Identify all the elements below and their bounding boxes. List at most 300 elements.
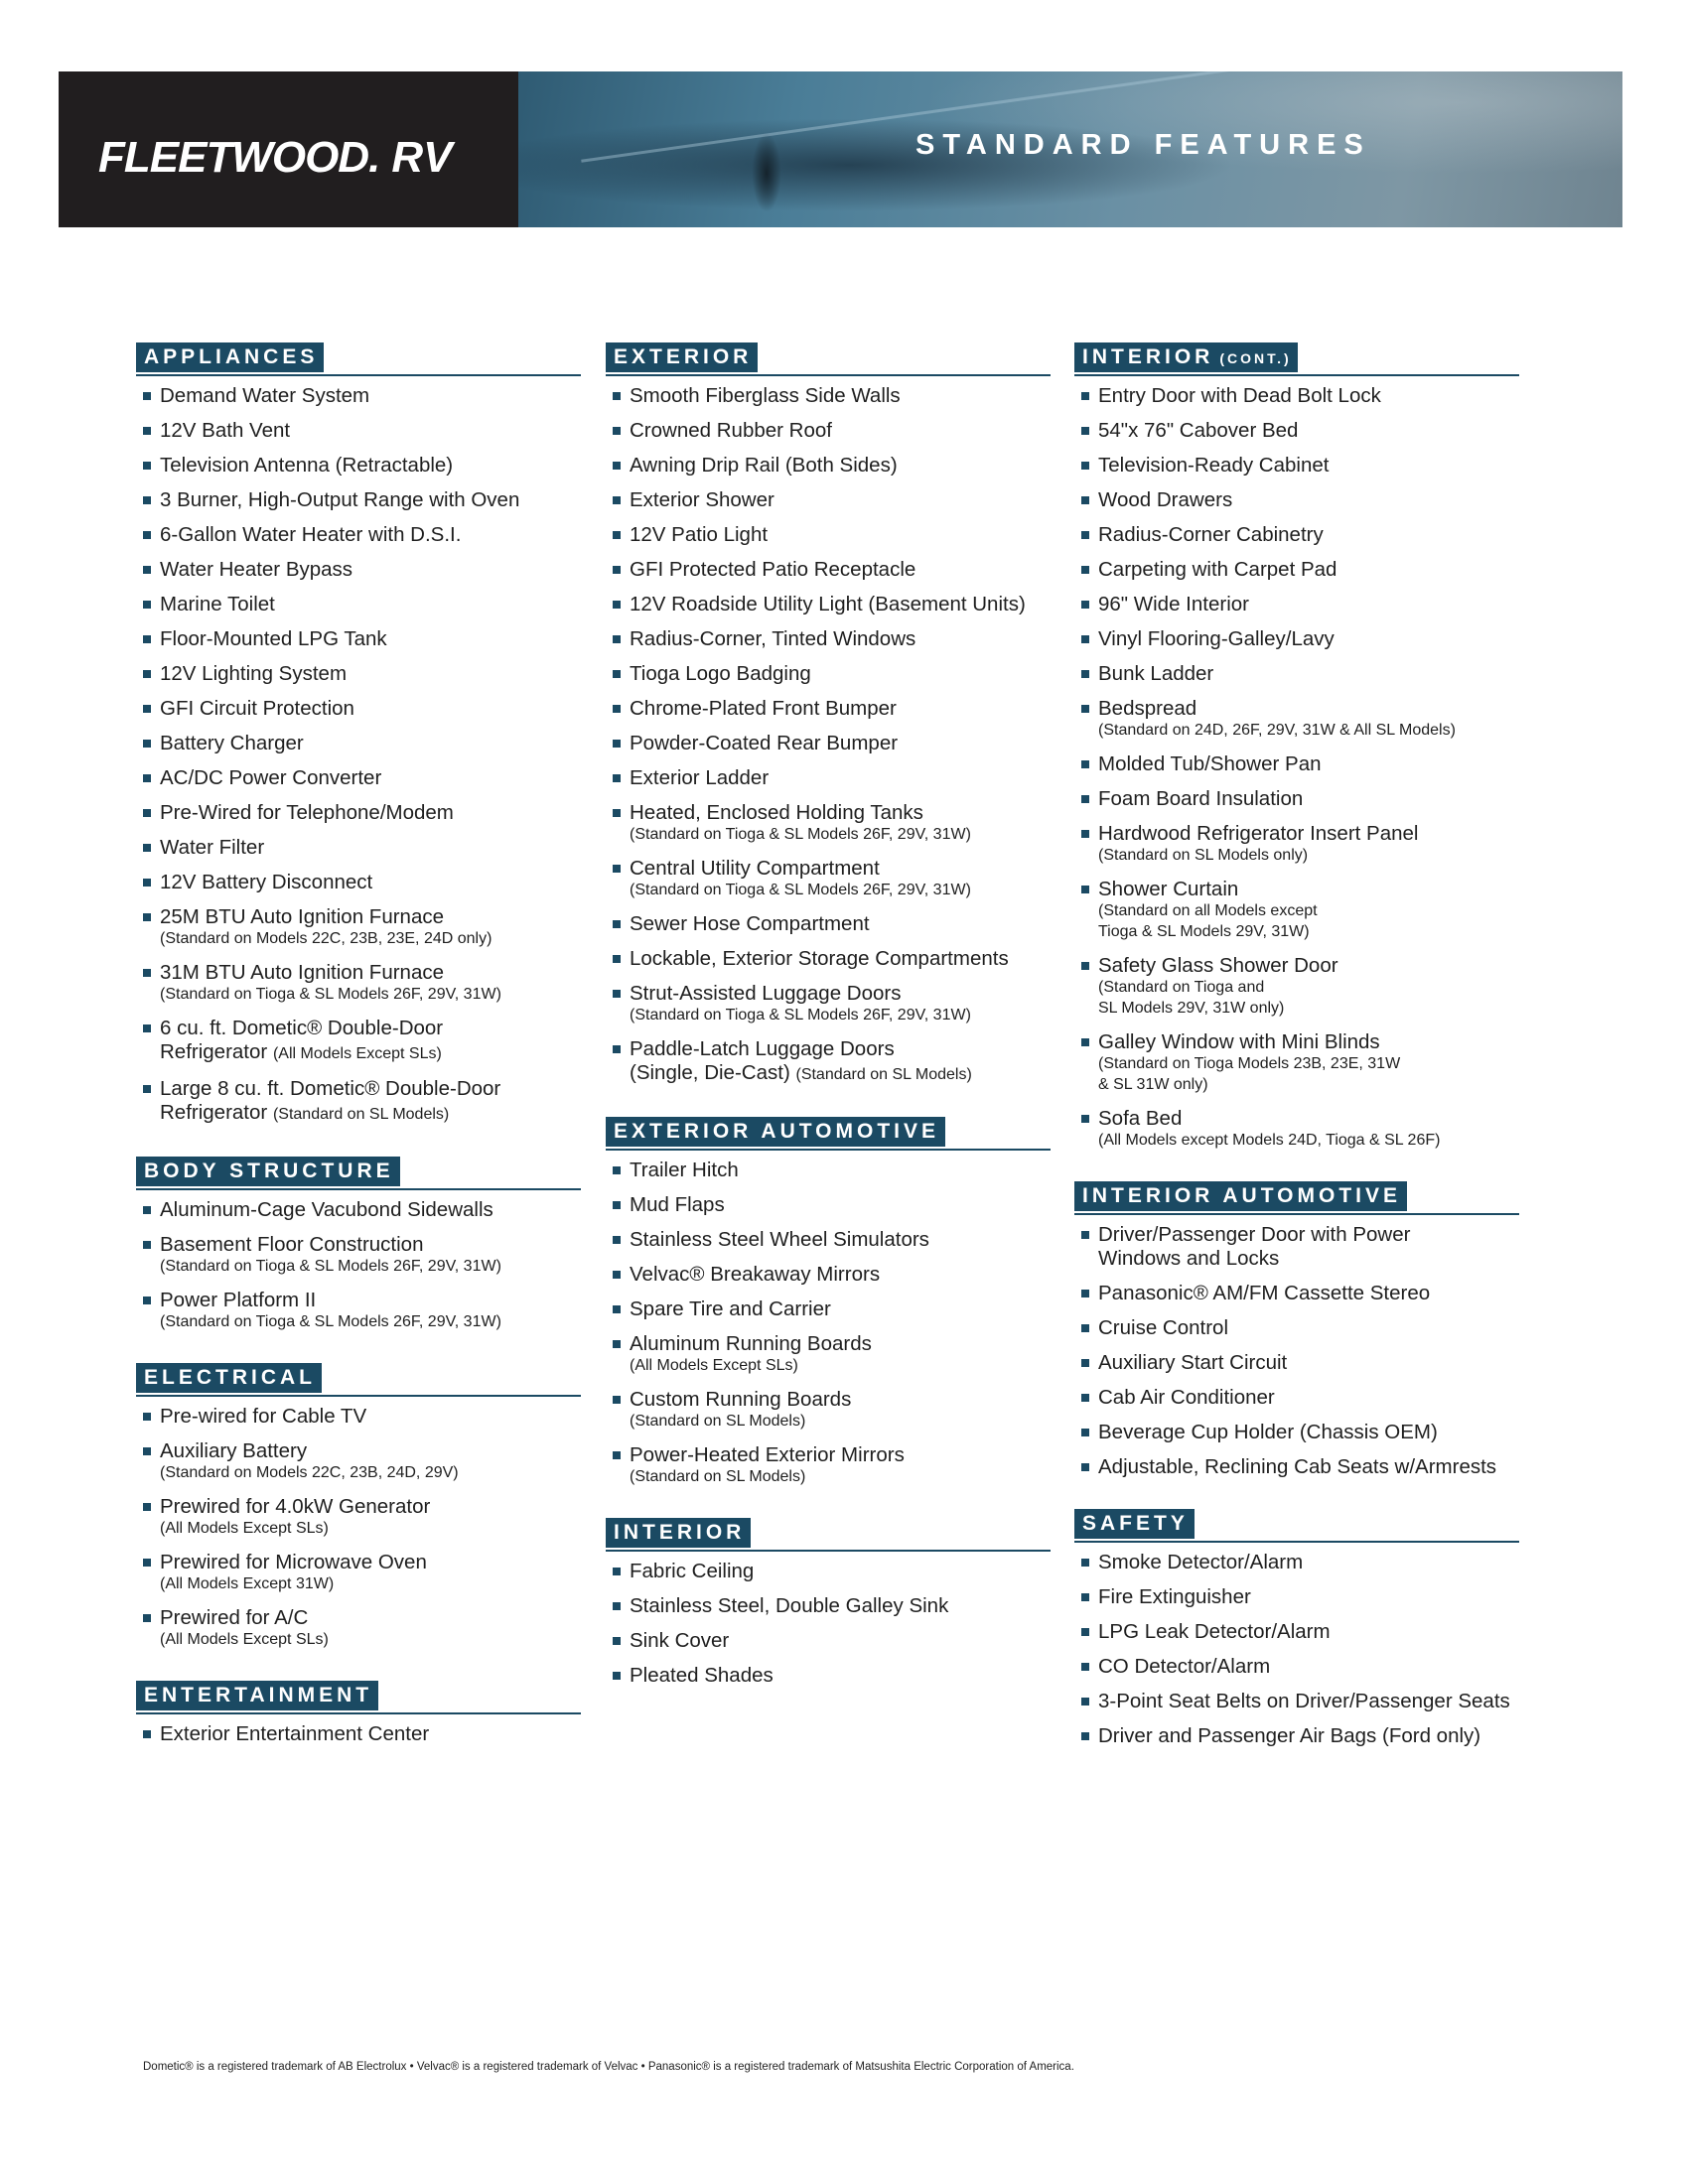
list-item <box>606 488 1051 512</box>
list-item <box>136 662 581 686</box>
item-label <box>160 1289 581 1312</box>
list-item <box>1074 1655 1519 1679</box>
item-label-text: Fire Extinguisher <box>1098 1585 1251 1608</box>
list-item <box>606 419 1051 443</box>
item-label <box>630 801 1051 825</box>
bullet-icon <box>1081 427 1089 435</box>
bullet-icon <box>1081 1394 1089 1402</box>
bullet-icon <box>613 531 621 539</box>
list-item <box>136 836 581 860</box>
list-item <box>136 801 581 825</box>
list-item <box>136 961 581 1006</box>
item-label <box>160 662 581 686</box>
item-label-text: Power-Heated Exterior Mirrors <box>630 1443 905 1466</box>
item-label <box>1098 1620 1519 1644</box>
section-interior-automotive <box>1074 1181 1519 1479</box>
item-label <box>160 905 581 929</box>
item-label-text: Wood Drawers <box>1098 488 1233 511</box>
item-label <box>630 1594 1051 1618</box>
item-label-text: 25M BTU Auto Ignition Furnace <box>160 905 445 928</box>
section-header <box>606 1117 1051 1151</box>
item-label <box>1098 1351 1519 1375</box>
item-label-text: LPG Leak Detector/Alarm <box>1098 1620 1331 1643</box>
item-label-text: 12V Roadside Utility Light (Basement Units) <box>630 593 1026 615</box>
item-label-text-line2: Refrigerator <box>160 1040 268 1063</box>
item-label-text-line2: Refrigerator <box>160 1101 268 1124</box>
bullet-icon <box>143 809 151 817</box>
item-label-text: Velvac® Breakaway Mirrors <box>630 1263 881 1286</box>
item-label-text: 54"x 76" Cabover Bed <box>1098 419 1299 442</box>
section-exterior <box>606 342 1051 1087</box>
list-item <box>1074 627 1519 651</box>
item-label <box>160 697 581 721</box>
bullet-icon <box>143 705 151 713</box>
section-header <box>136 1681 581 1714</box>
item-label <box>160 558 581 582</box>
item-label-text: Power Platform II <box>160 1289 317 1311</box>
feature-list <box>136 1198 581 1333</box>
item-label <box>630 488 1051 512</box>
item-label <box>160 801 581 825</box>
item-label-text: GFI Circuit Protection <box>160 697 354 720</box>
item-label <box>630 857 1051 881</box>
bullet-icon <box>143 1241 151 1249</box>
item-label-text: 12V Bath Vent <box>160 419 291 442</box>
bullet-icon <box>143 1085 151 1093</box>
bullet-icon <box>143 969 151 977</box>
item-note: (Standard on Tioga & SL Models 26F, 29V, 31W) <box>630 1007 971 1024</box>
section-title <box>606 342 758 372</box>
item-label <box>630 1629 1051 1653</box>
item-label-text: Paddle-Latch Luggage Doors <box>630 1037 895 1060</box>
item-label-text: GFI Protected Patio Receptacle <box>630 558 916 581</box>
list-item <box>136 732 581 755</box>
list-item <box>606 947 1051 971</box>
section-title-text: INTERIOR AUTOMOTIVE <box>1082 1184 1402 1207</box>
section-electrical <box>136 1363 581 1651</box>
item-label-text: Marine Toilet <box>160 593 275 615</box>
item-label-text: 12V Lighting System <box>160 662 348 685</box>
section-title <box>1074 1509 1195 1539</box>
item-label-text: Stainless Steel Wheel Simulators <box>630 1228 929 1251</box>
bullet-icon <box>613 392 621 400</box>
item-label-text: Exterior Entertainment Center <box>160 1722 430 1745</box>
bullet-icon <box>1081 566 1089 574</box>
item-label-text: Vinyl Flooring-Galley/Lavy <box>1098 627 1335 650</box>
item-label <box>630 1443 1051 1467</box>
item-note: (Standard on SL Models only) <box>1098 847 1309 864</box>
bullet-icon <box>143 1730 151 1738</box>
bullet-icon <box>613 1340 621 1348</box>
list-item <box>606 766 1051 790</box>
item-label <box>1098 822 1519 846</box>
item-label <box>160 871 581 894</box>
bullet-icon <box>143 392 151 400</box>
item-note: (Standard on SL Models) <box>795 1066 972 1083</box>
bullet-icon <box>613 1672 621 1680</box>
section-header <box>136 342 581 376</box>
bullet-icon <box>1081 1593 1089 1601</box>
item-label <box>160 836 581 860</box>
list-item <box>1074 1351 1519 1375</box>
item-label <box>630 662 1051 686</box>
list-item <box>1074 954 1519 1020</box>
bullet-icon <box>613 427 621 435</box>
bullet-icon <box>143 1503 151 1511</box>
feature-list <box>1074 384 1519 1152</box>
bullet-icon <box>1081 1231 1089 1239</box>
item-label-text: 96" Wide Interior <box>1098 593 1249 615</box>
item-note: (All Models Except SLs) <box>630 1357 798 1374</box>
item-note-line2: & SL 31W only) <box>1098 1076 1208 1093</box>
list-item <box>1074 384 1519 408</box>
list-item <box>1074 787 1519 811</box>
item-label-text: 3-Point Seat Belts on Driver/Passenger Seats <box>1098 1690 1510 1712</box>
bullet-icon <box>143 566 151 574</box>
item-label <box>1098 1107 1519 1131</box>
item-note: (Standard on Tioga & SL Models 26F, 29V, 31W) <box>160 1258 501 1275</box>
list-item <box>606 523 1051 547</box>
item-label <box>630 1388 1051 1412</box>
section-header <box>1074 1181 1519 1215</box>
item-label <box>1098 954 1519 978</box>
bullet-icon <box>1081 462 1089 470</box>
list-item <box>606 857 1051 901</box>
bullet-icon <box>143 427 151 435</box>
item-label <box>1098 1655 1519 1679</box>
feature-list <box>606 1560 1051 1688</box>
item-label-text: Prewired for Microwave Oven <box>160 1551 427 1573</box>
list-item <box>136 1198 581 1222</box>
bullet-icon <box>613 1236 621 1244</box>
section-title <box>136 1157 400 1186</box>
item-label <box>160 523 581 547</box>
item-label <box>630 982 1051 1006</box>
item-label-text: Chrome-Plated Front Bumper <box>630 697 897 720</box>
item-label <box>630 627 1051 651</box>
list-item <box>1074 1585 1519 1609</box>
list-item <box>606 558 1051 582</box>
item-note: (All Models except Models 24D, Tioga & SL 26F) <box>1098 1132 1441 1149</box>
bullet-icon <box>143 1413 151 1421</box>
list-item <box>606 1228 1051 1252</box>
item-label-text: Sewer Hose Compartment <box>630 912 870 935</box>
column-2 <box>606 342 1051 1717</box>
bullet-icon <box>1081 1698 1089 1706</box>
list-item <box>1074 1620 1519 1644</box>
bullet-icon <box>1081 705 1089 713</box>
bullet-icon <box>1081 760 1089 768</box>
bullet-icon <box>143 462 151 470</box>
item-label-text: Adjustable, Reclining Cab Seats w/Armrests <box>1098 1455 1497 1478</box>
item-label <box>630 1332 1051 1356</box>
section-title-text: SAFETY <box>1082 1512 1189 1535</box>
item-label <box>160 1439 581 1463</box>
bullet-icon <box>613 740 621 748</box>
item-label-text: Awning Drip Rail (Both Sides) <box>630 454 898 477</box>
bullet-icon <box>613 496 621 504</box>
list-item <box>606 384 1051 408</box>
bullet-icon <box>613 1637 621 1645</box>
feature-list <box>606 384 1051 1087</box>
list-item <box>136 1551 581 1595</box>
bullet-icon <box>1081 795 1089 803</box>
item-note: (Standard on SL Models) <box>272 1106 450 1123</box>
item-label-text: Carpeting with Carpet Pad <box>1098 558 1337 581</box>
logo-wordmark: FLEETWOOD. <box>98 133 380 182</box>
item-label <box>1098 558 1519 582</box>
list-item <box>136 558 581 582</box>
section-header <box>136 1363 581 1397</box>
bullet-icon <box>1081 496 1089 504</box>
item-label <box>1098 1386 1519 1410</box>
list-item <box>136 488 581 512</box>
bullet-icon <box>1081 1359 1089 1367</box>
bullet-icon <box>1081 635 1089 643</box>
bullet-icon <box>613 865 621 873</box>
item-label-text: 12V Battery Disconnect <box>160 871 373 893</box>
section-title <box>136 1363 322 1393</box>
section-title-text: APPLIANCES <box>144 345 319 368</box>
item-label <box>1098 1030 1519 1054</box>
list-item <box>606 1629 1051 1653</box>
item-note: (Standard on Tioga and <box>1098 979 1265 996</box>
item-label-text: Tioga Logo Badging <box>630 662 811 685</box>
item-label-text: Water Heater Bypass <box>160 558 353 581</box>
list-item <box>606 982 1051 1026</box>
bullet-icon <box>613 1305 621 1313</box>
bullet-icon <box>613 670 621 678</box>
section-appliances <box>136 342 581 1127</box>
bullet-icon <box>613 1602 621 1610</box>
item-label <box>160 1495 581 1519</box>
feature-list <box>1074 1223 1519 1479</box>
item-label <box>630 558 1051 582</box>
list-item <box>606 1297 1051 1321</box>
page-title: STANDARD FEATURES <box>915 129 1371 161</box>
item-note: (Standard on Tioga & SL Models 26F, 29V, 31W) <box>160 1313 501 1330</box>
item-label <box>630 1037 1051 1087</box>
list-item <box>1074 558 1519 582</box>
list-item <box>1074 1223 1519 1271</box>
list-item <box>1074 1386 1519 1410</box>
item-label-text: Smoke Detector/Alarm <box>1098 1551 1304 1573</box>
item-label-text: Auxiliary Battery <box>160 1439 308 1462</box>
item-label <box>1098 787 1519 811</box>
item-label-text: Lockable, Exterior Storage Compartments <box>630 947 1009 970</box>
section-title <box>136 1681 378 1710</box>
section-title <box>1074 342 1298 372</box>
bullet-icon <box>1081 392 1089 400</box>
list-item <box>606 627 1051 651</box>
bullet-icon <box>613 462 621 470</box>
photo-figure <box>752 133 781 212</box>
item-note: (Standard on Models 22C, 23B, 23E, 24D only) <box>160 930 492 947</box>
item-label-text: Pre-Wired for Telephone/Modem <box>160 801 454 824</box>
section-interior-cont <box>1074 342 1519 1152</box>
item-label <box>630 593 1051 616</box>
banner-photo <box>518 71 1622 227</box>
item-label-text: Television-Ready Cabinet <box>1098 454 1330 477</box>
item-label-text: Pleated Shades <box>630 1664 774 1687</box>
item-label-text: AC/DC Power Converter <box>160 766 382 789</box>
item-label-text: Stainless Steel, Double Galley Sink <box>630 1594 949 1617</box>
section-title-text: ENTERTAINMENT <box>144 1684 373 1706</box>
item-label-text: Cruise Control <box>1098 1316 1229 1339</box>
item-label-text: Auxiliary Start Circuit <box>1098 1351 1288 1374</box>
item-label-text: Driver/Passenger Door with Power <box>1098 1223 1411 1246</box>
item-label <box>160 488 581 512</box>
item-label <box>160 766 581 790</box>
item-label-text: Demand Water System <box>160 384 370 407</box>
list-item <box>606 662 1051 686</box>
item-label-text: Cab Air Conditioner <box>1098 1386 1275 1409</box>
item-label-text: Custom Running Boards <box>630 1388 852 1411</box>
item-label <box>630 732 1051 755</box>
list-item <box>1074 1724 1519 1748</box>
bullet-icon <box>143 879 151 887</box>
section-interior <box>606 1518 1051 1688</box>
bullet-icon <box>613 1396 621 1404</box>
bullet-icon <box>1081 886 1089 893</box>
list-item <box>1074 752 1519 776</box>
item-label-text: Central Utility Compartment <box>630 857 880 880</box>
bullet-icon <box>1081 1429 1089 1436</box>
list-item <box>606 1037 1051 1087</box>
bullet-icon <box>143 1559 151 1567</box>
item-label <box>630 384 1051 408</box>
item-label-text: Pre-wired for Cable TV <box>160 1405 367 1428</box>
item-label <box>160 454 581 478</box>
trademark-footnote: Dometic® is a registered trademark of AB Electrolux • Velvac® is a registered trademark of Velvac • Panasonic® is a registered trademark of Matsushita Electric Corporation of America. <box>143 2061 1074 2073</box>
item-label-text: Molded Tub/Shower Pan <box>1098 752 1322 775</box>
item-note: (Standard on SL Models) <box>630 1413 806 1430</box>
item-label-text: Foam Board Insulation <box>1098 787 1304 810</box>
list-item <box>136 1405 581 1429</box>
item-note: (All Models Except SLs) <box>272 1045 442 1062</box>
bullet-icon <box>143 844 151 852</box>
list-item <box>1074 1690 1519 1713</box>
bullet-icon <box>613 1568 621 1575</box>
item-label-text: Battery Charger <box>160 732 304 754</box>
item-label-text: Radius-Corner, Tinted Windows <box>630 627 916 650</box>
feature-list <box>1074 1551 1519 1748</box>
item-label <box>160 384 581 408</box>
item-label-text: Safety Glass Shower Door <box>1098 954 1338 977</box>
item-label <box>160 1405 581 1429</box>
item-label <box>630 454 1051 478</box>
list-item <box>606 1263 1051 1287</box>
item-label-text: Shower Curtain <box>1098 878 1239 900</box>
list-item <box>1074 523 1519 547</box>
bullet-icon <box>143 1024 151 1032</box>
item-label-text: Hardwood Refrigerator Insert Panel <box>1098 822 1419 845</box>
bullet-icon <box>143 670 151 678</box>
bullet-icon <box>613 809 621 817</box>
list-item <box>1074 1551 1519 1574</box>
item-label-text: Exterior Shower <box>630 488 774 511</box>
list-item <box>606 454 1051 478</box>
list-item <box>136 1606 581 1651</box>
list-item <box>606 1664 1051 1688</box>
fleetwood-rv-logo <box>98 133 452 183</box>
item-label-text: 12V Patio Light <box>630 523 769 546</box>
list-item <box>136 1077 581 1127</box>
list-item <box>136 627 581 651</box>
section-title-suffix: (CONT.) <box>1219 350 1292 366</box>
list-item <box>1074 1455 1519 1479</box>
bullet-icon <box>613 601 621 609</box>
list-item <box>136 523 581 547</box>
bullet-icon <box>1081 1628 1089 1636</box>
bullet-icon <box>613 1451 621 1459</box>
list-item <box>136 1495 581 1540</box>
item-label <box>1098 752 1519 776</box>
item-label-text: Bedspread <box>1098 697 1197 720</box>
list-item <box>1074 1282 1519 1305</box>
item-label-text: Sink Cover <box>630 1629 730 1652</box>
item-label-text: Driver and Passenger Air Bags (Ford only) <box>1098 1724 1481 1747</box>
feature-list <box>606 1159 1051 1488</box>
list-item <box>606 697 1051 721</box>
item-label <box>1098 523 1519 547</box>
item-label-text: Fabric Ceiling <box>630 1560 755 1582</box>
item-label-text: Spare Tire and Carrier <box>630 1297 831 1320</box>
bullet-icon <box>613 990 621 998</box>
item-label-text: Aluminum Running Boards <box>630 1332 872 1355</box>
item-label <box>630 1193 1051 1217</box>
item-note: (Standard on 24D, 26F, 29V, 31W & All SL Models) <box>1098 722 1456 739</box>
bullet-icon <box>1081 531 1089 539</box>
bullet-icon <box>1081 1290 1089 1297</box>
item-note-line2: Tioga & SL Models 29V, 31W) <box>1098 923 1310 940</box>
bullet-icon <box>1081 1115 1089 1123</box>
section-entertainment <box>136 1681 581 1746</box>
item-label <box>630 1263 1051 1287</box>
item-label <box>1098 593 1519 616</box>
item-label-text: Radius-Corner Cabinetry <box>1098 523 1324 546</box>
list-item <box>606 732 1051 755</box>
section-title <box>606 1518 751 1548</box>
bullet-icon <box>143 635 151 643</box>
list-item <box>136 1233 581 1278</box>
section-header <box>1074 342 1519 376</box>
bullet-icon <box>1081 1463 1089 1471</box>
item-label <box>630 766 1051 790</box>
item-label-text: Powder-Coated Rear Bumper <box>630 732 899 754</box>
bullet-icon <box>1081 670 1089 678</box>
item-label <box>160 1551 581 1574</box>
item-label <box>160 961 581 985</box>
list-item <box>136 871 581 894</box>
item-label <box>160 1233 581 1257</box>
list-item <box>606 1388 1051 1433</box>
item-label <box>1098 1724 1519 1748</box>
bullet-icon <box>613 1166 621 1174</box>
section-title <box>136 342 324 372</box>
list-item <box>136 384 581 408</box>
item-label-text: Prewired for 4.0kW Generator <box>160 1495 431 1518</box>
item-label-text: Heated, Enclosed Holding Tanks <box>630 801 923 824</box>
item-label <box>160 732 581 755</box>
item-label-text: Television Antenna (Retractable) <box>160 454 454 477</box>
bullet-icon <box>613 635 621 643</box>
item-label-text: Trailer Hitch <box>630 1159 739 1181</box>
bullet-icon <box>613 920 621 928</box>
item-label-text: 31M BTU Auto Ignition Furnace <box>160 961 445 984</box>
item-note: (Standard on Tioga Models 23B, 23E, 31W <box>1098 1055 1401 1072</box>
item-label-text-line2: (Single, Die-Cast) <box>630 1061 790 1084</box>
